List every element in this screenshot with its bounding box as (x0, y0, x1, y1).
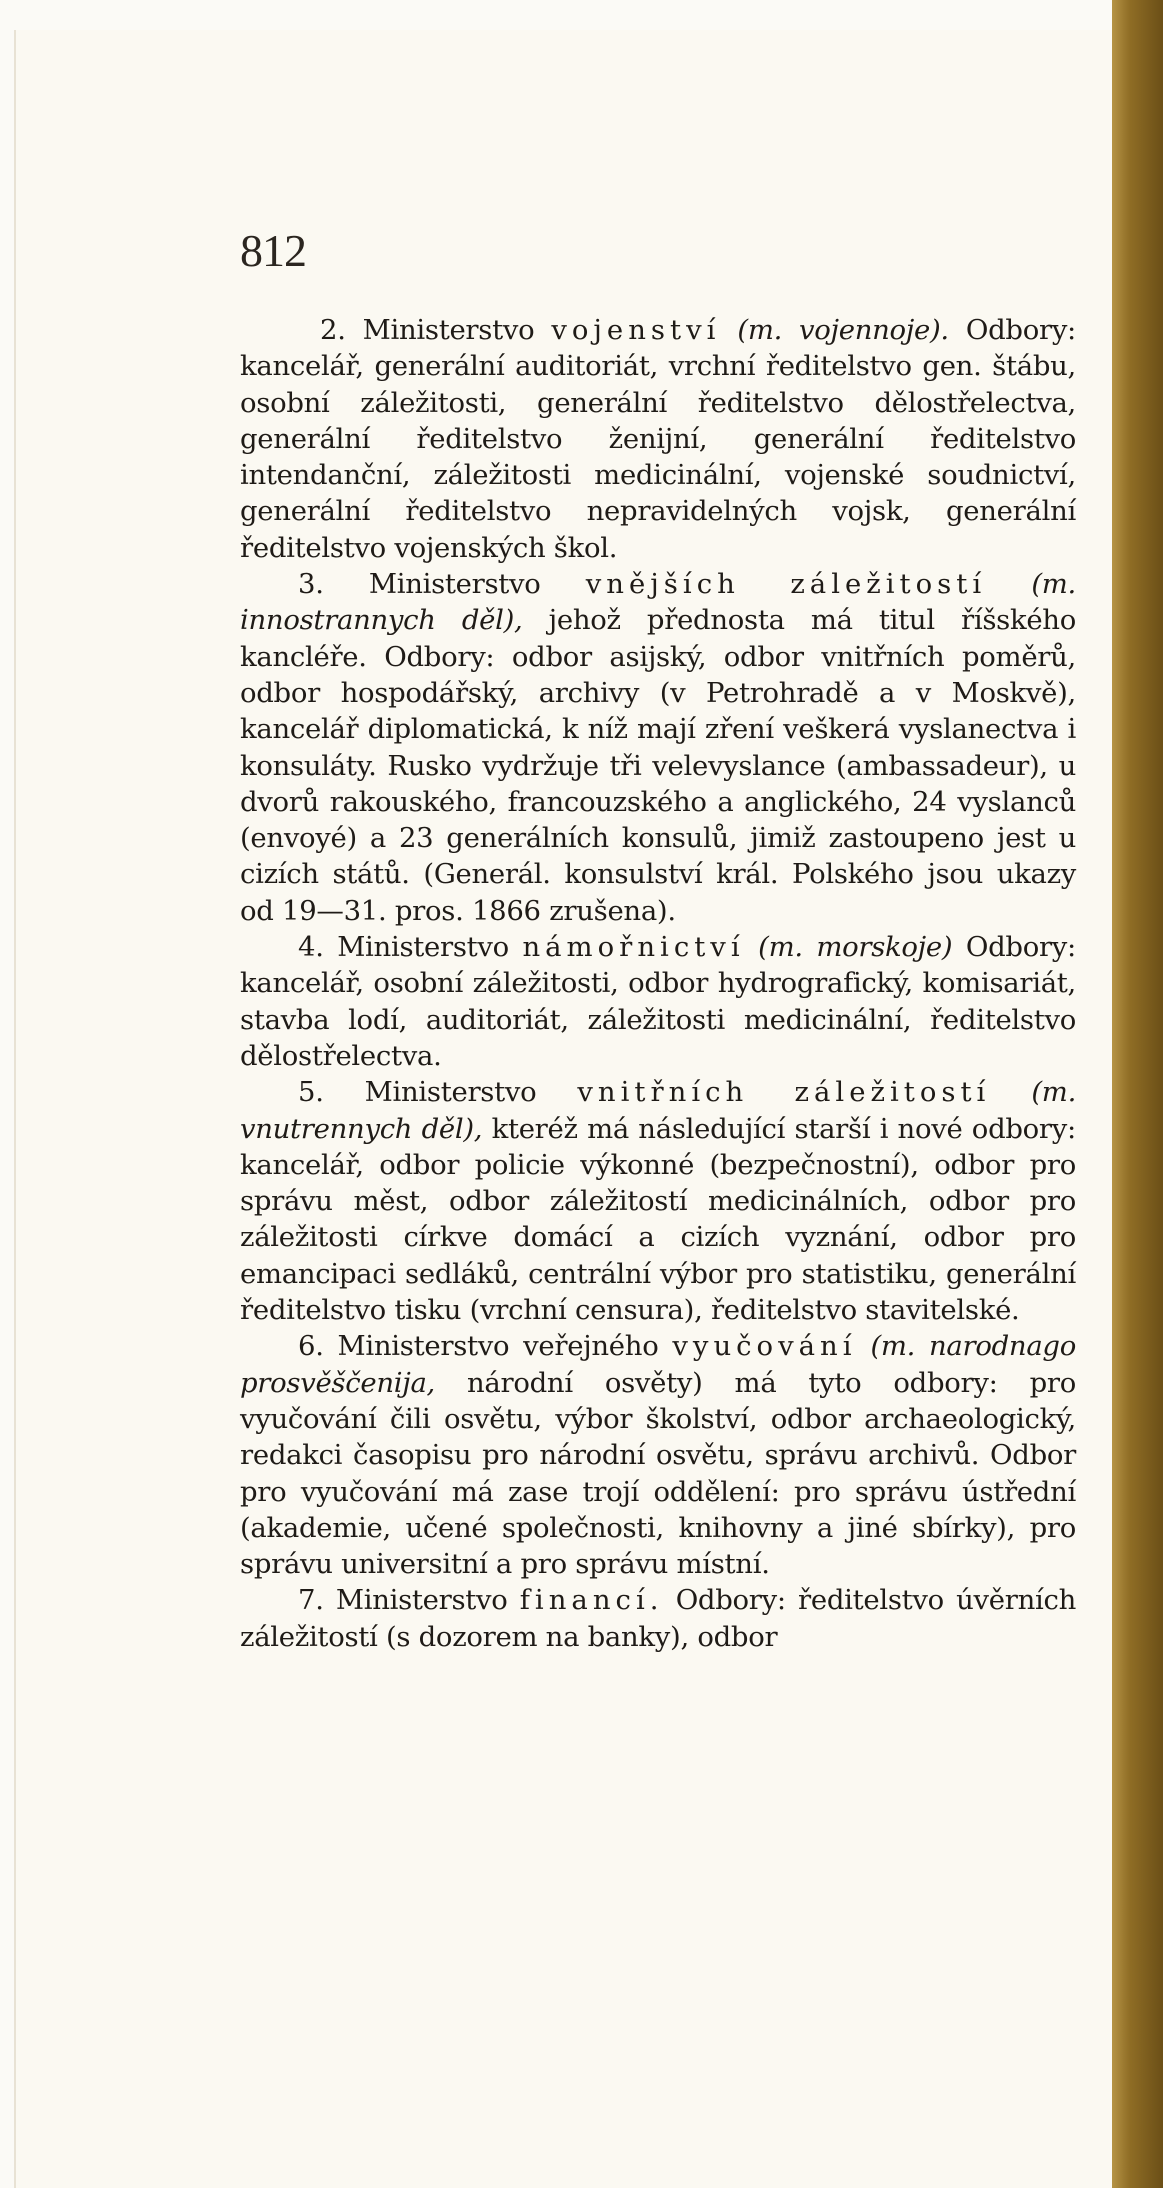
paragraph-ministry-war (240, 312, 1076, 566)
paragraph-body: Odbory: kancelář, generální auditoriát, vrchní ředitelstvo gen. štábu, osobní záležitosti, generální ředitelstvo dělostřelectva, generální ředitelstvo ženijní, generální ředitelstvo intendanční, záležitosti medicinální, vojenské soudnictví, generální ředitelstvo nepravidelných vojsk, generální ředitelstvo vojenských škol. (240, 314, 1077, 564)
item-number: 4. (298, 931, 324, 964)
ministry-label: Ministerstvo (335, 1584, 508, 1617)
ministry-field: vojenství (551, 314, 721, 346)
item-number: 2. (320, 314, 346, 346)
russian-name: (m. vnutrennych děl), (240, 1076, 1077, 1145)
ministry-label: Ministerstvo (362, 314, 535, 346)
ministry-field: vyučování (672, 1330, 857, 1363)
russian-name: (m. vojennoje). (737, 314, 949, 346)
paragraph-ministry-interior (240, 1074, 1076, 1328)
paragraph-ministry-finance (240, 1582, 1076, 1655)
ministry-label: Ministerstvo (364, 1076, 537, 1109)
page-number: 812 (240, 225, 306, 276)
item-number: 7. (298, 1584, 324, 1617)
russian-name: (m. morskoje) (758, 931, 953, 964)
page-text (240, 312, 1076, 1655)
ministry-label: Ministerstvo veřejného (337, 1330, 659, 1363)
item-number: 5. (298, 1076, 324, 1109)
russian-name: (m. narodnago prosvěščenija, (240, 1330, 1076, 1399)
paragraph-body: národní osvěty) má tyto odbory: pro vyučování čili osvětu, výbor školství, odbor archaeologický, redakci časopisu pro národní osvětu, správu archivů. Odbor pro vyučování má zase trojí oddělení: pro správu ústřední (akademie, učené společnosti, knihovny a jiné sbírky), pro správu universitní a pro správu místní. (240, 1366, 1076, 1581)
paragraph-body: Odbory: kancelář, osobní záležitosti, odbor hydrografický, komisariát, stavba lodí, auditoriát, záležitosti medicinální, ředitelstvo dělostřelectva. (240, 931, 1076, 1072)
ministry-field: vnějších záležitostí (585, 568, 987, 601)
ministry-label: Ministerstvo (337, 931, 509, 964)
paragraph-body: Odbory: ředitelstvo úvěrních záležitostí (s dozorem na banky), odbor (240, 1584, 1077, 1653)
paragraph-ministry-foreign (240, 566, 1076, 929)
item-number: 6. (298, 1330, 324, 1363)
paragraph-body: jehož přednosta má titul říšského kancléře. Odbory: odbor asijský, odbor vnitřních poměrů, odbor hospodářský, archivy (v Petrohradě a v Moskvě), kancelář diplomatická, k níž mají zření veškerá vyslanectva i konsuláty. Rusko vydržuje tři velevyslance (ambassadeur), u dvorů rakouského, francouzského a anglického, 24 vyslanců (envoyé) a 23 generálních konsulů, jimiž zastoupeno jest u cizích států. (Generál. konsulství král. Polského jsou ukazy od 19—31. pros. 1866 zrušena). (240, 604, 1076, 927)
ministry-field: námořnictví (522, 931, 745, 964)
russian-name: (m. innostrannych děl), (240, 568, 1076, 637)
ministry-label: Ministerstvo (368, 568, 541, 601)
book-spine-edge (1112, 0, 1163, 2188)
paragraph-ministry-navy (240, 929, 1076, 1074)
ministry-field: vnitřních záležitostí (577, 1076, 991, 1109)
ministry-field: financí. (519, 1584, 664, 1617)
paragraph-body: kteréž má následující starší i nové odbory: kancelář, odbor policie výkonné (bezpečnostní), odbor pro správu měst, odbor záležitostí medicinálních, odbor pro záležitosti církve domácí a cizích vyznání, odbor pro emancipaci sedláků, centrální výbor pro statistiku, generální ředitelstvo tisku (vrchní censura), ředitelstvo stavitelské. (240, 1112, 1076, 1327)
paragraph-ministry-education (240, 1328, 1076, 1582)
item-number: 3. (298, 568, 324, 601)
